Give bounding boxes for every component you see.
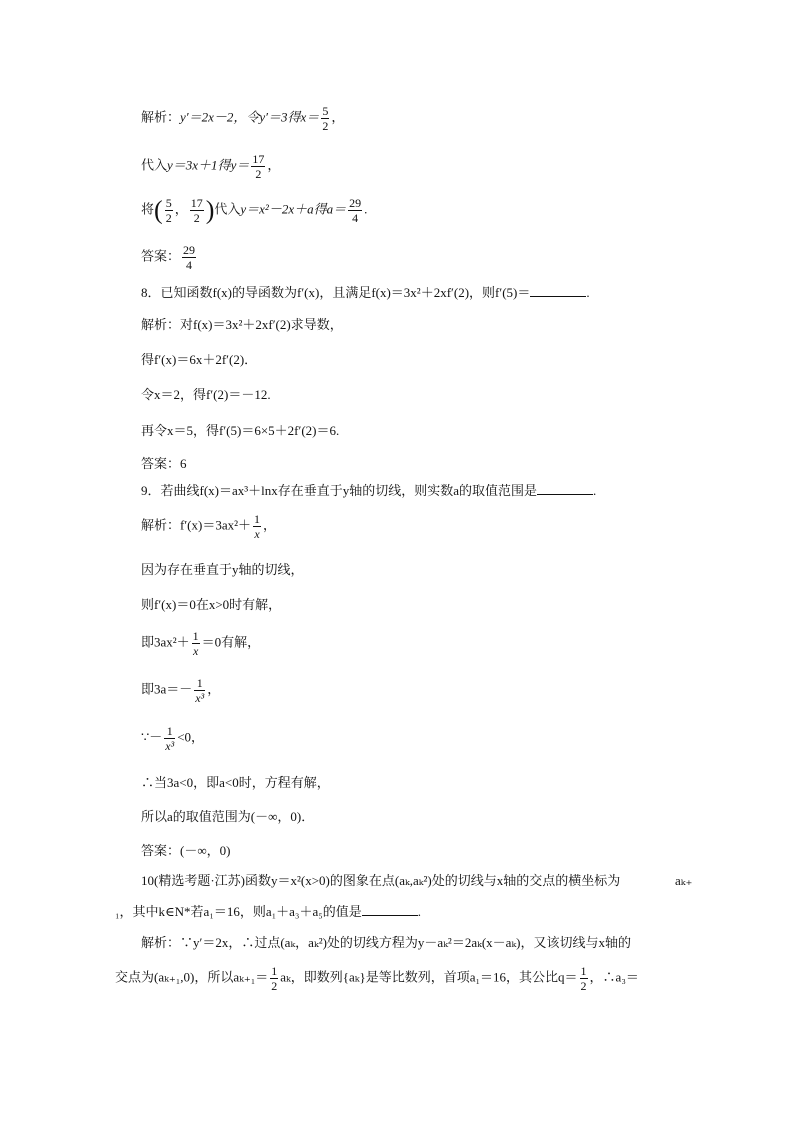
text: . [364, 201, 368, 217]
question-10-line-2 [115, 903, 421, 921]
text: 即3a＝－ [141, 681, 193, 697]
fraction [251, 152, 265, 181]
denominator: x [254, 527, 260, 541]
denominator: x³ [165, 739, 175, 753]
text: y＝ [230, 157, 250, 173]
text: ， [207, 681, 221, 697]
numerator: 1 [194, 676, 205, 691]
denominator: 2 [322, 119, 329, 133]
solution-7-line-3 [141, 196, 367, 225]
paren-close: ) [205, 195, 215, 225]
text: 解析：f′(x)＝3ax²＋ [141, 517, 251, 533]
numerator: 1 [580, 964, 587, 978]
denominator: 2 [271, 979, 278, 993]
numerator: 1 [192, 629, 199, 643]
solution-7-line-2 [141, 152, 280, 181]
text: ＝0有解， [201, 634, 261, 650]
numerator: 29 [183, 243, 196, 257]
numerator: 5 [322, 104, 329, 118]
text: ∵－ [141, 729, 163, 745]
fraction [321, 104, 329, 133]
solution-8-line-1: 解析：对f(x)＝3x²＋2xf′(2)求导数， [141, 317, 343, 332]
text: y＝x²－2x＋a得 [240, 201, 327, 217]
numerator: 17 [252, 152, 265, 166]
text: ， [267, 157, 281, 173]
solution-9-line-1 [141, 512, 276, 541]
text: . [593, 483, 597, 498]
denominator: 4 [186, 258, 193, 272]
denominator: x³ [195, 691, 205, 705]
answer-blank [537, 482, 593, 495]
denominator: 2 [193, 211, 200, 225]
paren-open: ( [154, 195, 163, 225]
solution-8-line-4: 再令x＝5，得f′(5)＝6×5＋2f′(2)＝6. [141, 423, 340, 438]
solution-9-line-2: 因为存在垂直于y轴的切线， [141, 562, 304, 577]
solution-9-line-8: 所以a的取值范围为(－∞，0)． [141, 809, 315, 824]
text: 交点为(aₖ₊₁,0)，所以aₖ₊₁＝ [115, 969, 269, 985]
numerator: 17 [190, 196, 203, 210]
fraction [348, 196, 362, 225]
text: y′＝3得 [259, 109, 301, 125]
fraction [580, 964, 588, 993]
text: 代入 [214, 201, 241, 217]
text: ， [263, 517, 277, 533]
fraction [192, 629, 200, 658]
fraction [165, 196, 173, 225]
numerator: 1 [254, 512, 260, 526]
fraction [270, 964, 278, 993]
question-9 [141, 482, 596, 500]
text: ， [331, 109, 345, 125]
solution-9-line-4 [141, 629, 260, 658]
text: 答案： [141, 248, 181, 264]
text: 9．若曲线f(x)＝ax³＋lnx存在垂直于y轴的切线，则实数a的取值范围是 [141, 483, 538, 498]
text: . [586, 285, 590, 300]
solution-9-line-6 [141, 724, 204, 753]
text: ，∴a₃＝ [589, 969, 639, 985]
denominator: 2 [165, 211, 172, 225]
answer-8: 答案：6 [141, 456, 187, 471]
solution-9-line-7: ∴当3a<0，即a<0时，方程有解， [141, 775, 330, 790]
label-jiexi: 解析： [141, 109, 181, 125]
solution-9-line-5 [141, 676, 220, 705]
text: aₖ，即数列{aₖ}是等比数列，首项a₁＝16，其公比q＝ [280, 969, 578, 985]
text: a＝ [326, 201, 347, 217]
text: x＝ [300, 109, 320, 125]
text: aₖ₊ [675, 873, 693, 888]
text: 将 [141, 201, 155, 217]
solution-8-line-2: 得f′(x)＝6x＋2f′(2)． [141, 352, 258, 367]
text: y＝3x＋1得 [167, 157, 231, 173]
fraction [182, 243, 196, 272]
solution-9-line-3: 则f′(x)＝0在x>0时有解， [141, 597, 282, 612]
fraction [190, 196, 204, 225]
numerator: 1 [164, 724, 175, 739]
solution-8-line-3: 令x＝2，得f′(2)＝－12. [141, 387, 271, 402]
question-10-line-1 [141, 872, 693, 890]
solution-7-line-1 [141, 104, 344, 133]
denominator: 2 [580, 979, 587, 993]
text: . [417, 904, 422, 919]
denominator: 2 [255, 167, 262, 181]
answer-7 [141, 243, 198, 272]
answer-9: 答案：(－∞，0) [141, 843, 231, 858]
text: 10(精选考题·江苏)函数y＝x²(x>0)的图象在点(aₖ,aₖ²)处的切线与x轴的交点的横坐标为 [141, 873, 621, 888]
numerator: 1 [271, 964, 278, 978]
fraction [164, 724, 175, 753]
text: <0， [177, 729, 205, 745]
text: 8．已知函数f(x)的导函数为f′(x)，且满足f(x)＝3x²＋2xf′(2)，则f′(5)＝ [141, 285, 531, 300]
text: 代入 [141, 157, 168, 173]
denominator: 4 [352, 211, 359, 225]
text: y′＝2x－2，令 [180, 109, 260, 125]
answer-blank [362, 903, 418, 916]
answer-blank [530, 284, 586, 297]
fraction [253, 512, 261, 541]
solution-10-line-1: 解析：∵y′＝2x，∴过点(aₖ，aₖ²)处的切线方程为y－aₖ²＝2aₖ(x－aₖ)，又该切线与x轴的 [141, 935, 632, 950]
denominator: x [193, 644, 199, 658]
numerator: 29 [349, 196, 362, 210]
text: ₁，其中k∈N*若a₁＝16，则a₁＋a₃＋a₅的值是 [115, 904, 362, 919]
numerator: 5 [165, 196, 172, 210]
solution-10-line-2 [115, 964, 639, 993]
fraction [194, 676, 205, 705]
text: 即3ax²＋ [141, 634, 190, 650]
text: ， [174, 201, 188, 217]
question-8 [141, 284, 590, 302]
